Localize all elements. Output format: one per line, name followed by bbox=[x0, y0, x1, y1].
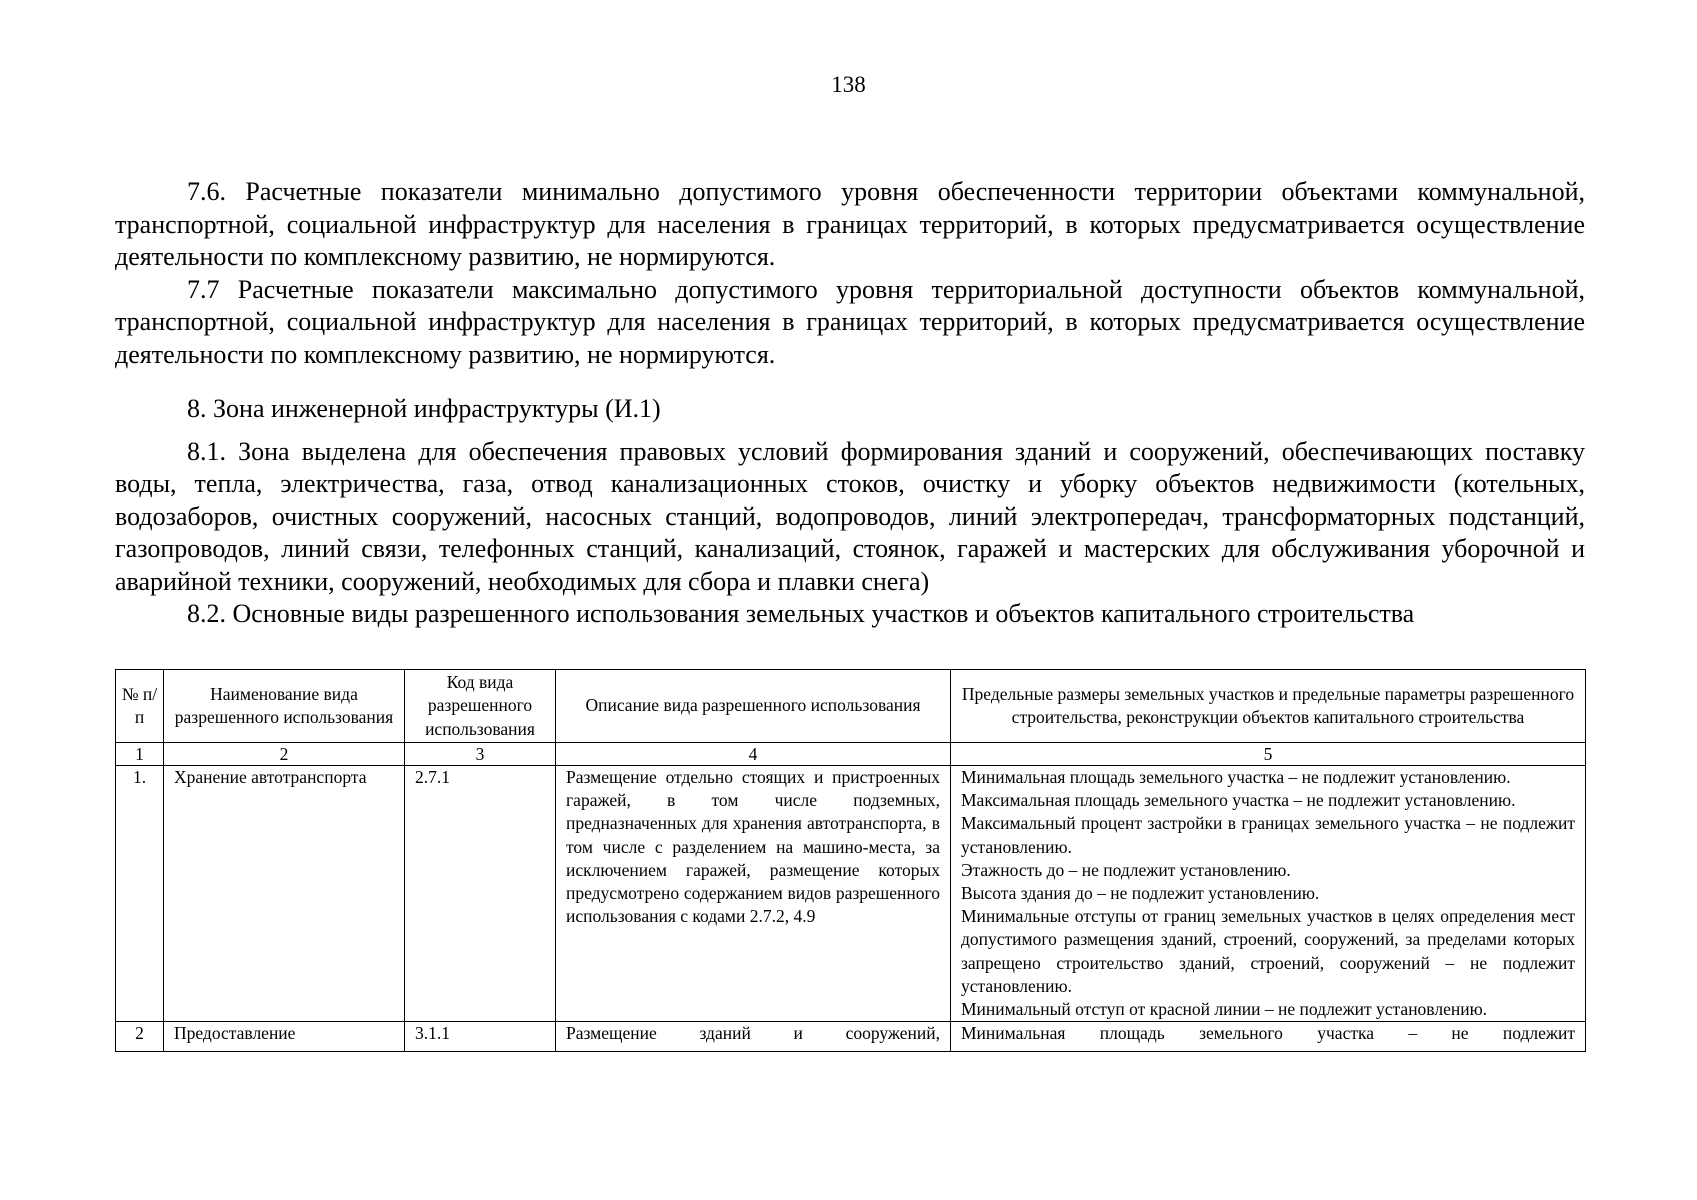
row-code: 2.7.1 bbox=[405, 766, 556, 1022]
limit-line: Минимальная площадь земельного участка – не подлежит установлению. bbox=[961, 767, 1511, 787]
column-number: 3 bbox=[405, 743, 556, 766]
table-row bbox=[116, 1022, 1586, 1052]
row-description: Размещение зданий и сооружений, bbox=[556, 1022, 951, 1052]
header-code: Код вида разрешенного использования bbox=[405, 670, 556, 743]
permitted-use-table bbox=[115, 669, 1586, 1052]
limit-line: Минимальный отступ от красной линии – не подлежит установлению. bbox=[961, 999, 1488, 1020]
header-description: Описание вида разрешенного использования bbox=[556, 670, 951, 743]
limit-line: Минимальные отступы от границ земельных участков в целях определения мест допустимого размещения зданий, строений, сооружений, за пределами которых запрещено строительство зданий, строений, сооружений – не подлежит установлению. bbox=[961, 906, 1575, 996]
row-num: 2 bbox=[116, 1022, 164, 1052]
row-num: 1. bbox=[116, 766, 164, 1022]
column-number: 5 bbox=[951, 743, 1586, 766]
paragraph-8-2: 8.2. Основные виды разрешенного использования земельных участков и объектов капитального строительства bbox=[187, 599, 1415, 628]
limit-line: Этажность до – не подлежит установлению. bbox=[961, 859, 1291, 880]
limit-line: Максимальная площадь земельного участка – не подлежит установлению. bbox=[961, 790, 1516, 811]
limit-line: Максимальный процент застройки в границах земельного участка – не подлежит установлению. bbox=[961, 813, 1575, 857]
section-heading-8: 8. Зона инженерной инфраструктуры (И.1) bbox=[187, 394, 661, 423]
column-number: 4 bbox=[556, 743, 951, 766]
column-number: 1 bbox=[116, 743, 164, 766]
paragraph-7-7: 7.7 Расчетные показатели максимально допустимого уровня территориальной доступности объектов коммунальной, транспортной, социальной инфраструктур для населения в границах территорий, в которых предусматривается осуществление деятельности по комплексному развитию, не нормируются. bbox=[115, 274, 1585, 369]
table-header-row bbox=[116, 670, 1586, 743]
column-number-row bbox=[116, 743, 1586, 766]
table-row bbox=[116, 766, 1586, 1022]
limit-line: Высота здания до – не подлежит установлению. bbox=[961, 883, 1320, 904]
row-name: Предоставление bbox=[164, 1022, 405, 1052]
column-number: 2 bbox=[164, 743, 405, 766]
document-body bbox=[115, 176, 1585, 631]
paragraph-7-6: 7.6. Расчетные показатели минимально допустимого уровня обеспеченности территории объектами коммунальной, транспортной, социальной инфраструктур для населения в границах территорий, в которых предусматривается осуществление деятельности по комплексному развитию, не нормируются. bbox=[115, 177, 1585, 271]
row-code: 3.1.1 bbox=[405, 1022, 556, 1052]
row-limits bbox=[951, 766, 1586, 1022]
paragraph-8-1: 8.1. Зона выделена для обеспечения правовых условий формирования зданий и сооружений, обеспечивающих поставку воды, тепла, электричества, газа, отвод канализационных стоков, очистку и уборку объектов недвижимости (котельных, водозаборов, очистных сооружений, насосных станций, водопроводов, линий электропередач, трансформаторных подстанций, газопроводов, линий связи, телефонных станций, канализаций, стоянок, гаражей и мастерских для обслуживания уборочной и аварийной техники, сооружений, необходимых для сбора и плавки снега) bbox=[115, 436, 1585, 596]
header-name: Наименование вида разрешенного использования bbox=[164, 670, 405, 743]
page-number: 138 bbox=[831, 72, 866, 97]
header-limits: Предельные размеры земельных участков и предельные параметры разрешенного строительства, реконструкции объектов капитального строительства bbox=[951, 670, 1586, 743]
header-num: № п/п bbox=[116, 670, 164, 743]
row-description: Размещение отдельно стоящих и пристроенных гаражей, в том числе подземных, предназначенных для хранения автотранспорта, в том числе с разделением на машино-места, за исключением гаражей, размещение которых предусмотрено содержанием видов разрешенного использования с кодами 2.7.2, 4.9 bbox=[556, 766, 951, 1022]
row-name: Хранение автотранспорта bbox=[164, 766, 405, 1022]
row-limits: Минимальная площадь земельного участка – не подлежит bbox=[951, 1022, 1586, 1052]
